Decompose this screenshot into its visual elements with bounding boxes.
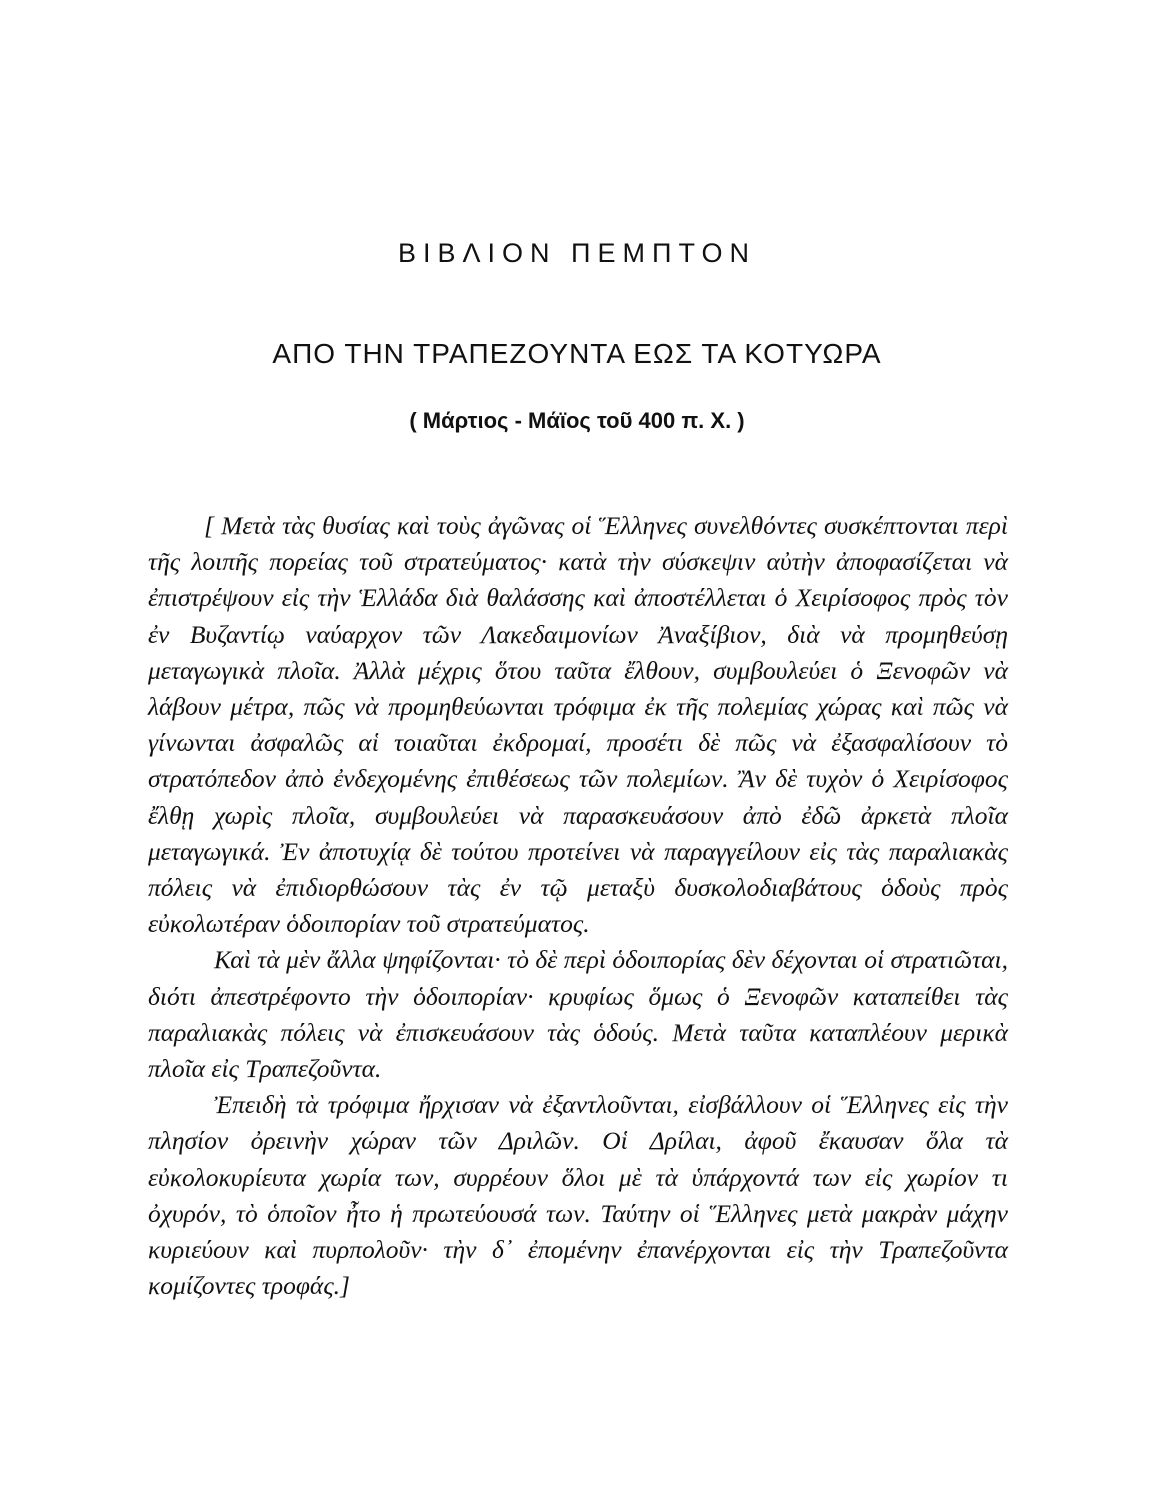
book-title: ΒΙΒΛΙΟΝ ΠΕΜΠΤΟΝ	[397, 238, 757, 268]
chapter-summary	[148, 508, 1008, 1304]
summary-paragraph-2: Καὶ τὰ μὲν ἄλλα ψηφίζονται· τὸ δὲ περὶ ὁδοιπορίας δὲν δέχονται οἱ στρατιῶται, διότι ἀπεστρέφοντο τὴν ὁδοιπορίαν· κρυφίως ὅμως ὁ Ξενοφῶν καταπείθει τὰς παραλιακὰς πόλεις νὰ ἐπισκευάσουν τὰς ὁδούς. Μετὰ ταῦτα καταπλέουν μερικὰ πλοῖα εἰς Τραπεζοῦντα.	[148, 945, 1008, 1084]
summary-paragraph-1: [ Μετὰ τὰς θυσίας καὶ τοὺς ἀγῶνας οἱ Ἕλληνες συνελθόντες συσκέπτονται περὶ τῆς λοιπῆς πορείας τοῦ στρατεύματος· κατὰ τὴν σύσκεψιν αὐτὴν ἀποφασίζεται νὰ ἐπιστρέψουν εἰς τὴν Ἑλλάδα διὰ θαλάσσης καὶ ἀποστέλλεται ὁ Χειρίσοφος πρὸς τὸν ἐν Βυζαντίῳ ναύαρχον τῶν Λακεδαιμονίων Ἀναξίβιον, διὰ νὰ προμηθεύσῃ μεταγωγικὰ πλοῖα. Ἀλλὰ μέχρις ὅτου ταῦτα ἔλθουν, συμβουλεύει ὁ Ξενοφῶν νὰ λάβουν μέτρα, πῶς νὰ προμηθεύωνται τρόφιμα ἐκ τῆς πολεμίας χώρας καὶ πῶς νὰ γίνωνται ἀσφαλῶς αἱ τοιαῦται ἐκδρομαί, προσέτι δὲ πῶς νὰ ἐξασφαλίσουν τὸ στρατόπεδον ἀπὸ ἐνδεχομένης ἐπιθέσεως τῶν πολεμίων. Ἂν δὲ τυχὸν ὁ Χειρίσοφος ἔλθῃ χωρὶς πλοῖα, συμβουλεύει νὰ παρασκευάσουν ἀπὸ ἐδῶ ἀρκετὰ πλοῖα μεταγωγικά. Ἐν ἀποτυχίᾳ δὲ τούτου προτείνει νὰ παραγγείλουν εἰς τὰς παραλιακὰς πόλεις νὰ ἐπιδιορθώσουν τὰς ἐν τῷ μεταξὺ δυσκολοδιαβάτους ὁδοὺς πρὸς εὐκολωτέραν ὁδοιπορίαν τοῦ στρατεύματος.	[148, 511, 1008, 939]
summary-paragraph-3: Ἐπειδὴ τὰ τρόφιμα ἤρχισαν νὰ ἐξαντλοῦνται, εἰσβάλλουν οἱ Ἕλληνες εἰς τὴν πλησίον ὀρεινὴν χώραν τῶν Δριλῶν. Οἱ Δρίλαι, ἀφοῦ ἔκαυσαν ὅλα τὰ εὐκολοκυρίευτα χωρία των, συρρέουν ὅλοι μὲ τὰ ὑπάρχοντά των εἰς χωρίον τι ὀχυρόν, τὸ ὁποῖον ἦτο ἡ πρωτεύουσά των. Ταύτην οἱ Ἕλληνες μετὰ μακρὰν μάχην κυριεύουν καὶ πυρπολοῦν· τὴν δ᾽ ἐπομένην ἐπανέρχονται εἰς τὴν Τραπεζοῦντα κομίζοντες τροφάς.]	[148, 1090, 1008, 1301]
chapter-title: ΑΠΟ ΤΗΝ ΤΡΑΠΕΖΟΥΝΤΑ ΕΩΣ ΤΑ ΚΟΤΥΩΡΑ	[272, 338, 882, 369]
date-line: ( Μάρτιος - Μάϊος τοῦ 400 π. Χ. )	[409, 408, 745, 433]
